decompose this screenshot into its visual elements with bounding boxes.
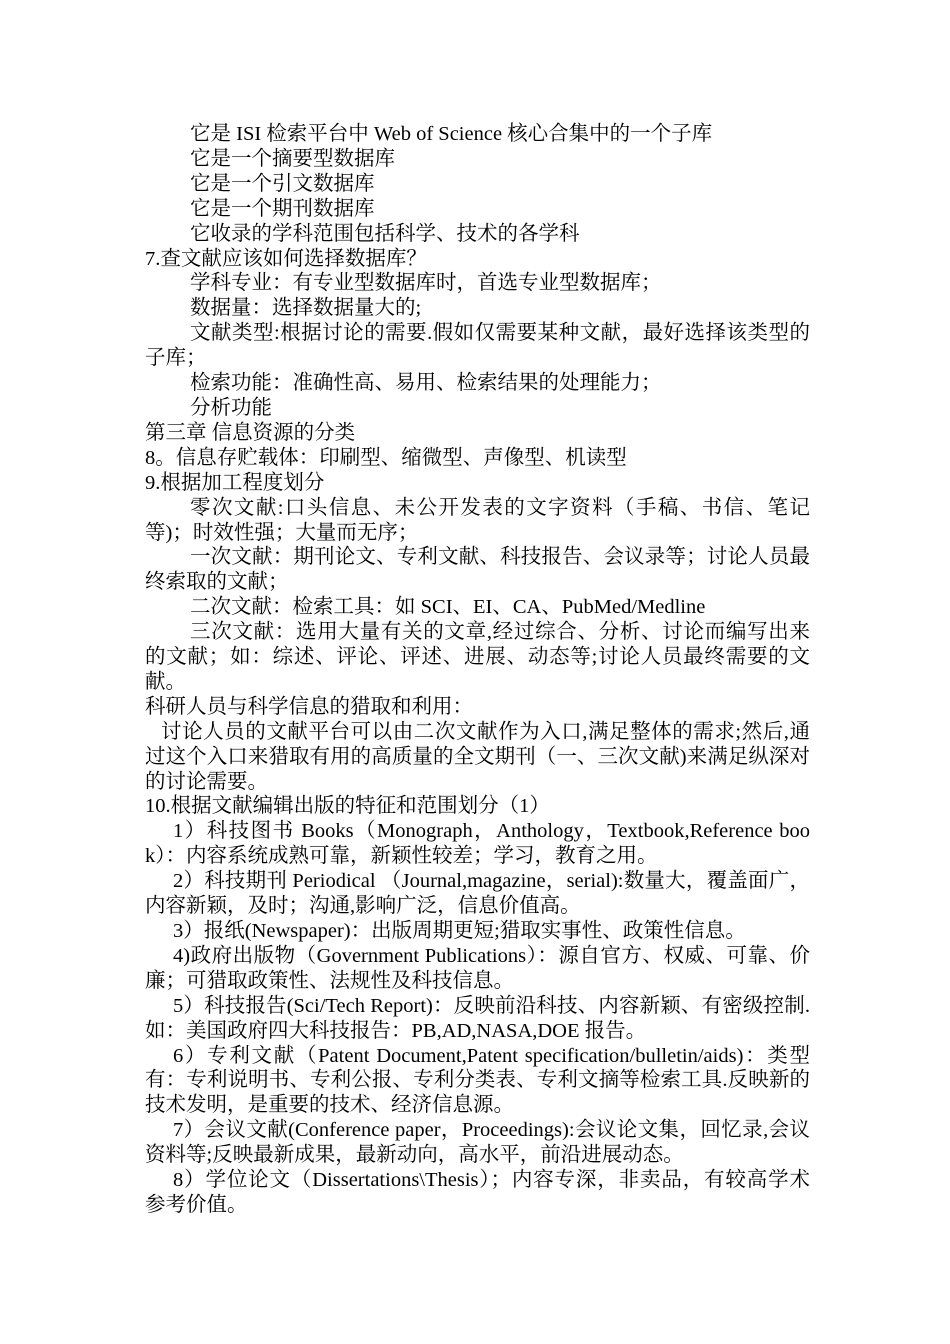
section-heading: 10.根据文献编辑出版的特征和范围划分（1） [145,795,550,818]
paragraph: 它是一个引文数据库 [190,172,375,195]
list-item: 3）报纸(Newspaper)：出版周期更短;猎取实事性、政策性信息。 [173,920,746,942]
list-item: 1）科技图书 Books（Monograph，Anthology，Textbook,Reference book）：内容系统成熟可靠，新颖性较差；学习，教育之用。 [145,820,810,868]
document-page [145,122,810,1218]
list-item: 6）专利文献（Patent Document,Patent specification/bulletin/aids)：类型有：专利说明书、专利公报、专利分类表、专利文摘等检索工具.反映新的技术发明，是重要的技术、经济信息源。 [145,1044,810,1117]
paragraph: 它是一个期刊数据库 [190,197,375,220]
section-heading: 9.根据加工程度划分 [145,471,325,494]
paragraph: 检索功能：准确性高、易用、检索结果的处理能力； [190,372,662,395]
section-heading: 科研人员与科学信息的猎取和利用： [145,695,473,718]
paragraph: 零次文献:口头信息、未公开发表的文字资料（手稿、书信、笔记等)；时效性强；大量而无序； [145,496,810,544]
section-heading: 7.查文献应该如何选择数据库？ [145,247,427,270]
paragraph: 数据量：选择数据量大的; [190,297,422,320]
paragraph: 学科专业：有专业型数据库时，首选专业型数据库； [190,272,662,295]
list-item: 5）科技报告(Sci/Tech Report)：反映前沿科技、内容新颖、有密级控制.如：美国政府四大科技报告：PB,AD,NASA,DOE 报告。 [145,994,810,1042]
section-heading: 8。信息存贮载体：印刷型、缩微型、声像型、机读型 [145,446,627,469]
list-item: 7）会议文献(Conference paper，Proceedings):会议论文集，回忆录,会议资料等;反映最新成果，最新动向，高水平，前沿进展动态。 [145,1119,810,1167]
paragraph: 文献类型:根据讨论的需要.假如仅需要某种文献，最好选择该类型的子库； [145,322,810,370]
paragraph: 它是 ISI 检索平台中 Web of Science 核心合集中的一个子库 [190,123,713,145]
paragraph: 它是一个摘要型数据库 [190,147,395,170]
list-item: 4)政府出版物（Government Publications）：源自官方、权威、可靠、价廉；可猎取政策性、法规性及科技信息。 [145,944,810,992]
paragraph: 讨论人员的文献平台可以由二次文献作为入口,满足整体的需求;然后,通过这个入口来猎取有用的高质量的全文期刊（一、三次文献)来满足纵深对的讨论需要。 [145,720,810,793]
paragraph: 它收录的学科范围包括科学、技术的各学科 [190,222,580,245]
paragraph: 一次文献：期刊论文、专利文献、科技报告、会议录等；讨论人员最终索取的文献； [145,546,810,594]
paragraph: 三次文献：选用大量有关的文章,经过综合、分析、讨论而编写出来的文献；如：综述、评论、评述、进展、动态等;讨论人员最终需要的文献。 [145,621,810,693]
paragraph: 分析功能 [190,396,272,419]
list-item: 8）学位论文（Dissertations\Thesis）；内容专深，非卖品，有较高学术参考价值。 [145,1169,810,1216]
list-item: 2）科技期刊 Periodical （Journal,magazine，serial):数量大，覆盖面广，内容新颖，及时；沟通,影响广泛，信息价值高。 [145,870,810,918]
chapter-heading: 第三章 信息资源的分类 [145,421,356,444]
paragraph: 二次文献：检索工具：如 SCI、EI、CA、PubMed/Medline [190,596,706,619]
